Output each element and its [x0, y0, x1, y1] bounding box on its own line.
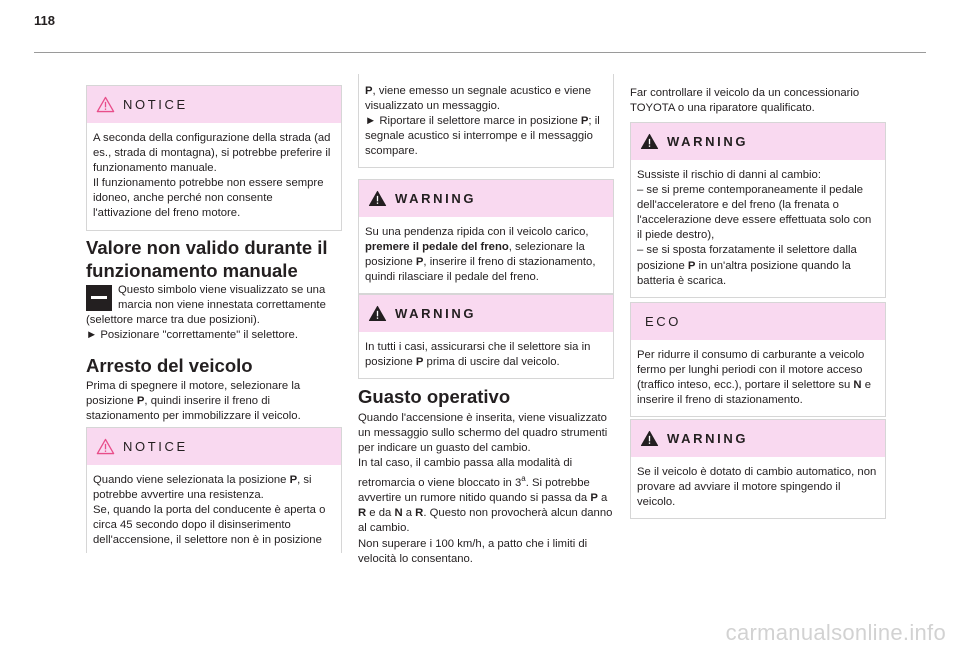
- notice-label: NOTICE: [123, 439, 188, 454]
- warning-label: WARNING: [395, 191, 477, 206]
- section-body-malfunction: [358, 411, 614, 567]
- warning-triangle-icon: [640, 133, 659, 150]
- section-body-invalid-value: [86, 283, 342, 343]
- notice-box-continued: [358, 74, 614, 168]
- warning-body: [359, 217, 613, 293]
- eco-header: [631, 303, 885, 340]
- gear-position-p: P: [415, 256, 424, 269]
- gear-position-p: P: [365, 85, 373, 97]
- warning-body: [631, 457, 885, 518]
- section-text: Questo simbolo viene visualizzato se una marcia non viene innestata correttamente (selettore marce tra due posizioni).: [86, 284, 326, 327]
- warning-header: [631, 420, 885, 457]
- section-text: Quando l'accensione è inserita, viene visualizzato un messaggio sullo schermo del quadro strumenti per indicare un guasto del cambio.: [358, 412, 608, 455]
- warning-text: Se il veicolo è dotato di cambio automatico, non provare ad avviare il motore spingendo il veicolo.: [637, 466, 877, 509]
- text-run: Quando viene selezionata la posizione: [93, 474, 290, 486]
- warning-label: WARNING: [667, 134, 749, 149]
- warning-text: – se si preme contemporaneamente il pedale dell'acceleratore e del freno (la frenata o l'accelerazione deve essere effettuata solo con il piede destro),: [637, 184, 872, 242]
- gear-position-p: P: [415, 356, 424, 369]
- notice-body: [87, 123, 341, 230]
- notice-header: [87, 86, 341, 123]
- text-run: , si potrebbe avvertire una resistenza.: [93, 474, 312, 502]
- notice-text: Se, quando la porta del conducente è aperta o circa 45 secondo dopo il disinserimento dell'accensione, il selettore non è in posizione: [93, 504, 326, 547]
- warning-box-2: [358, 294, 614, 379]
- text-run: In tutti i casi, assicurarsi che il selettore sia in posizione: [365, 341, 591, 369]
- text-run: Su una pendenza ripida con il veicolo carico,: [365, 226, 589, 238]
- warning-text: Sussiste il rischio di danni al cambio:: [637, 169, 821, 181]
- instruction-bullet: ► Posizionare "correttamente" il selettore.: [86, 329, 298, 342]
- intro-text: Far controllare il veicolo da un concessionario TOYOTA o una riparatore qualificato.: [630, 87, 860, 115]
- gear-position-p: P: [590, 492, 598, 505]
- warning-header: [359, 180, 613, 217]
- text-run: , viene emesso un segnale acustico e viene visualizzato un messaggio.: [365, 85, 592, 113]
- section-title-stop-vehicle: Arresto del veicolo: [86, 355, 253, 376]
- notice-box-1: [86, 85, 342, 231]
- gear-position-p: P: [580, 115, 589, 128]
- text-run: , quindi inserire il freno di stazionamento per immobilizzare il veicolo.: [86, 395, 301, 423]
- warning-body: [359, 332, 613, 378]
- warning-triangle-icon: [640, 430, 659, 447]
- text-run: a: [597, 492, 608, 505]
- gear-position-p: P: [136, 395, 145, 408]
- section-text: Non superare i 100 km/h, a patto che i limiti di velocità lo consentano.: [358, 537, 588, 565]
- gear-position-n: N: [394, 507, 403, 520]
- eco-box: [630, 302, 886, 417]
- notice-text: A seconda della configurazione della strada (ad es., strada di montagna), si potrebbe preferire il funzionamento manuale.: [93, 132, 331, 175]
- text-run: prima di uscire dal veicolo.: [423, 356, 560, 369]
- text-run: – se si sposta forzatamente il selettore dalla posizione: [637, 244, 857, 272]
- warning-label: WARNING: [395, 306, 477, 321]
- eco-label: ECO: [645, 314, 681, 329]
- superscript: a: [521, 474, 526, 484]
- text-run: e inserire il freno di stazionamento.: [637, 379, 871, 407]
- text-run: a: [402, 507, 416, 520]
- text-run: Prima di spegnere il motore, selezionare la posizione: [86, 380, 301, 408]
- warning-header: [359, 295, 613, 332]
- notice-header: [87, 428, 341, 465]
- text-run: Per ridurre il consumo di carburante a veicolo fermo per lunghi periodi con il motore acceso (traffico inteso, ecc.), portare il selettore su: [637, 349, 865, 392]
- gear-position-p: P: [687, 259, 696, 272]
- notice-body: [87, 465, 341, 556]
- gear-position-r: R: [415, 507, 424, 520]
- text-run: In tal caso, il cambio passa alla modalità di retromarcia o viene bloccato in 3: [358, 457, 573, 490]
- warning-triangle-icon: [368, 190, 387, 207]
- notice-text: Il funzionamento potrebbe non essere sempre idoneo, anche perché non consente l'attivazione del freno motore.: [93, 177, 324, 220]
- warning-header: [631, 123, 885, 160]
- warning-box-1: [358, 179, 614, 294]
- page-number: 118: [34, 13, 55, 28]
- warning-body: [631, 160, 885, 297]
- gear-position-p: P: [289, 474, 298, 486]
- watermark: carmanualsonline.info: [725, 620, 946, 645]
- header-divider: [34, 52, 926, 53]
- text-run: . Si potrebbe avvertire un rumore nitido quando si passa da: [358, 477, 591, 505]
- eco-body: [631, 340, 885, 416]
- warning-box-4: [630, 419, 886, 519]
- text-run: . Questo non provocherà alcun danno al cambio.: [358, 507, 613, 535]
- section-title-malfunction: Guasto operativo: [358, 386, 511, 407]
- notice-label: NOTICE: [123, 97, 188, 112]
- text-run: e da: [366, 507, 395, 520]
- gear-position-n: N: [853, 379, 862, 392]
- notice-body: [359, 74, 613, 167]
- instruction-bullet: ► Riportare il selettore marce in posizione: [365, 115, 581, 128]
- warning-box-3: [630, 122, 886, 298]
- text-run: , selezionare la posizione: [365, 241, 585, 269]
- gear-position-r: R: [358, 507, 367, 520]
- section-title-invalid-value: Valore non valido durante il funzionamento manuale: [86, 237, 328, 281]
- warning-triangle-outline-icon: [96, 96, 115, 113]
- warning-label: WARNING: [667, 431, 749, 446]
- notice-box-2: [86, 427, 342, 553]
- warning-triangle-icon: [368, 305, 387, 322]
- gear-indicator-icon: [86, 285, 112, 311]
- text-run: in un'altra posizione quando la batteria è scarica.: [637, 259, 851, 287]
- warning-triangle-outline-icon: [96, 438, 115, 455]
- section-body-stop-vehicle: [86, 379, 342, 424]
- bold-instruction: premere il pedale del freno: [365, 241, 509, 254]
- text-run: , inserire il freno di stazionamento, quindi rilasciare il pedale del freno.: [365, 256, 596, 284]
- text-run: ; il segnale acustico si interrompe e il messaggio scompare.: [365, 115, 600, 158]
